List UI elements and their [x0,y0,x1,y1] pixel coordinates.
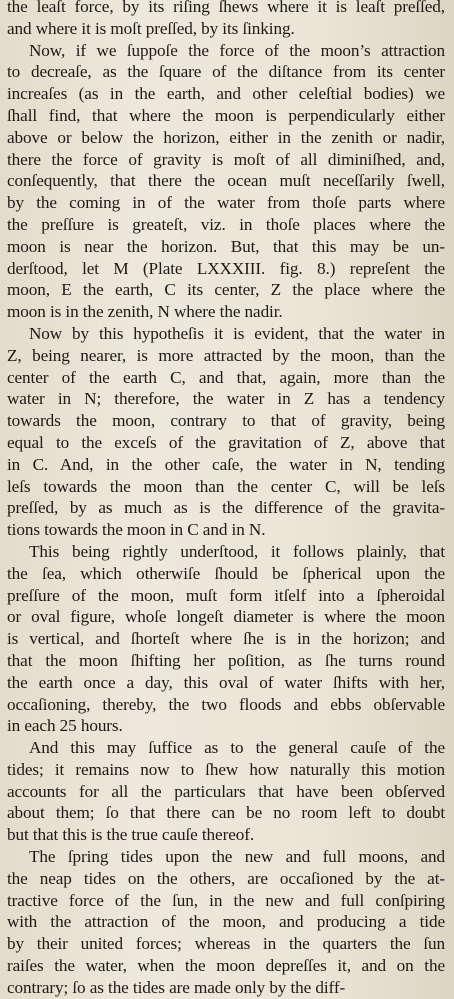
paragraph [7,323,445,541]
text-line: but that this is the true cauſe thereof. [7,825,255,845]
text-line: accounts for all the particulars that have been obſerved [7,781,445,801]
text-line: occaſioning, thereby, the two floods and ebbs obſervable [7,694,445,714]
text-line: preſſure of the moon, muſt form itſelf into a ſpheroidal [7,585,445,605]
text-line: towards the moon, contrary to that of gravity, being [7,411,445,431]
text-line: and where it is moſt preſſed, by its ſinking. [7,18,295,38]
text-line: tractive force of the ſun, in the new and full conſpiring [7,890,445,910]
text-line: the ſea, which otherwiſe ſhould be ſpherical upon the [7,563,445,583]
paragraph [7,846,445,999]
text-line: the preſſure is greateſt, viz. in thoſe places where the [7,214,445,234]
text-body [7,0,445,999]
paragraph [7,737,445,846]
text-line: in C. And, in the other caſe, the water in N, tending [7,454,445,474]
paragraph [7,0,445,40]
text-line: Now, if we ſuppoſe the force of the moon’s attraction [29,40,445,60]
text-line: above or below the horizon, either in the zenith or nadir, [7,127,445,147]
text-line: that the moon ſhifting her poſition, as ſhe turns round [7,650,445,670]
text-line: moon is in the zenith, N where the nadir. [7,302,283,322]
text-line: in each 25 hours. [7,716,123,736]
text-line: equal to the exceſs of the gravitation of Z, above that [7,432,445,452]
text-line: tides; it remains now to ſhew how naturally this motion [7,759,445,779]
text-line: raiſes the water, when the moon depreſſes it, and on the [7,956,445,976]
text-line: The ſpring tides upon the new and full moons, and [29,847,445,867]
text-line: Now by this hypotheſis it is evident, that the water in [29,323,445,343]
text-line: increaſes (as in the earth, and other celeſtial bodies) we [7,84,445,104]
text-line: Z, being nearer, is more attracted by the moon, than the [7,345,445,365]
text-line: This being rightly underſtood, it follows plainly, that [29,541,445,561]
text-line: conſequently, that there the ocean muſt neceſſarily ſwell, [7,171,445,191]
text-line: leſs towards the moon than the center C, will be leſs [7,476,445,496]
paragraph [7,541,445,737]
text-line: derſtood, let M (Plate LXXXIII. fig. 8.) repreſent the [7,258,445,278]
text-line: to decreaſe, as the ſquare of the diſtance from its center [7,62,445,82]
text-line: by their united forces; whereas in the quarters the ſun [7,934,445,954]
text-line: by the coming in of the water from thoſe parts where [7,193,445,213]
text-line: center of the earth C, and that, again, more than the [7,367,445,387]
text-line: ſhall find, that where the moon is perpendicularly either [7,105,445,125]
text-line: preſſed, by as much as is the difference of the gravita- [7,498,445,518]
text-line: tions towards the moon in C and in N. [7,520,266,540]
text-line: or oval figure, whoſe longeſt diameter is where the moon [7,607,445,627]
text-line: the neap tides on the others, are occaſioned by the at- [7,868,445,888]
text-line: moon, E the earth, C its center, Z the place where the [7,280,445,300]
text-line: the earth once a day, this oval of water ſhifts with her, [7,672,445,692]
paragraph [7,40,445,323]
text-line: the leaſt force, by its riſing ſhews where it is leaſt preſſed, [7,0,445,16]
document-page [7,0,445,997]
text-line: moon is near the horizon. But, that this may be un- [7,236,445,256]
text-line: And this may ſuffice as to the general cauſe of the [29,738,445,758]
text-line: about them; ſo that there can be no room left to doubt [7,803,445,823]
text-line: contrary; ſo as the tides are made only by the diff- [7,977,346,997]
text-line: there the force of gravity is moſt of all diminiſhed, and, [7,149,445,169]
text-line: is vertical, and ſhorteſt where ſhe is in the horizon; and [7,629,445,649]
text-line: with the attraction of the moon, and producing a tide [7,912,445,932]
text-line: water in N; therefore, the water in Z has a tendency [7,389,445,409]
